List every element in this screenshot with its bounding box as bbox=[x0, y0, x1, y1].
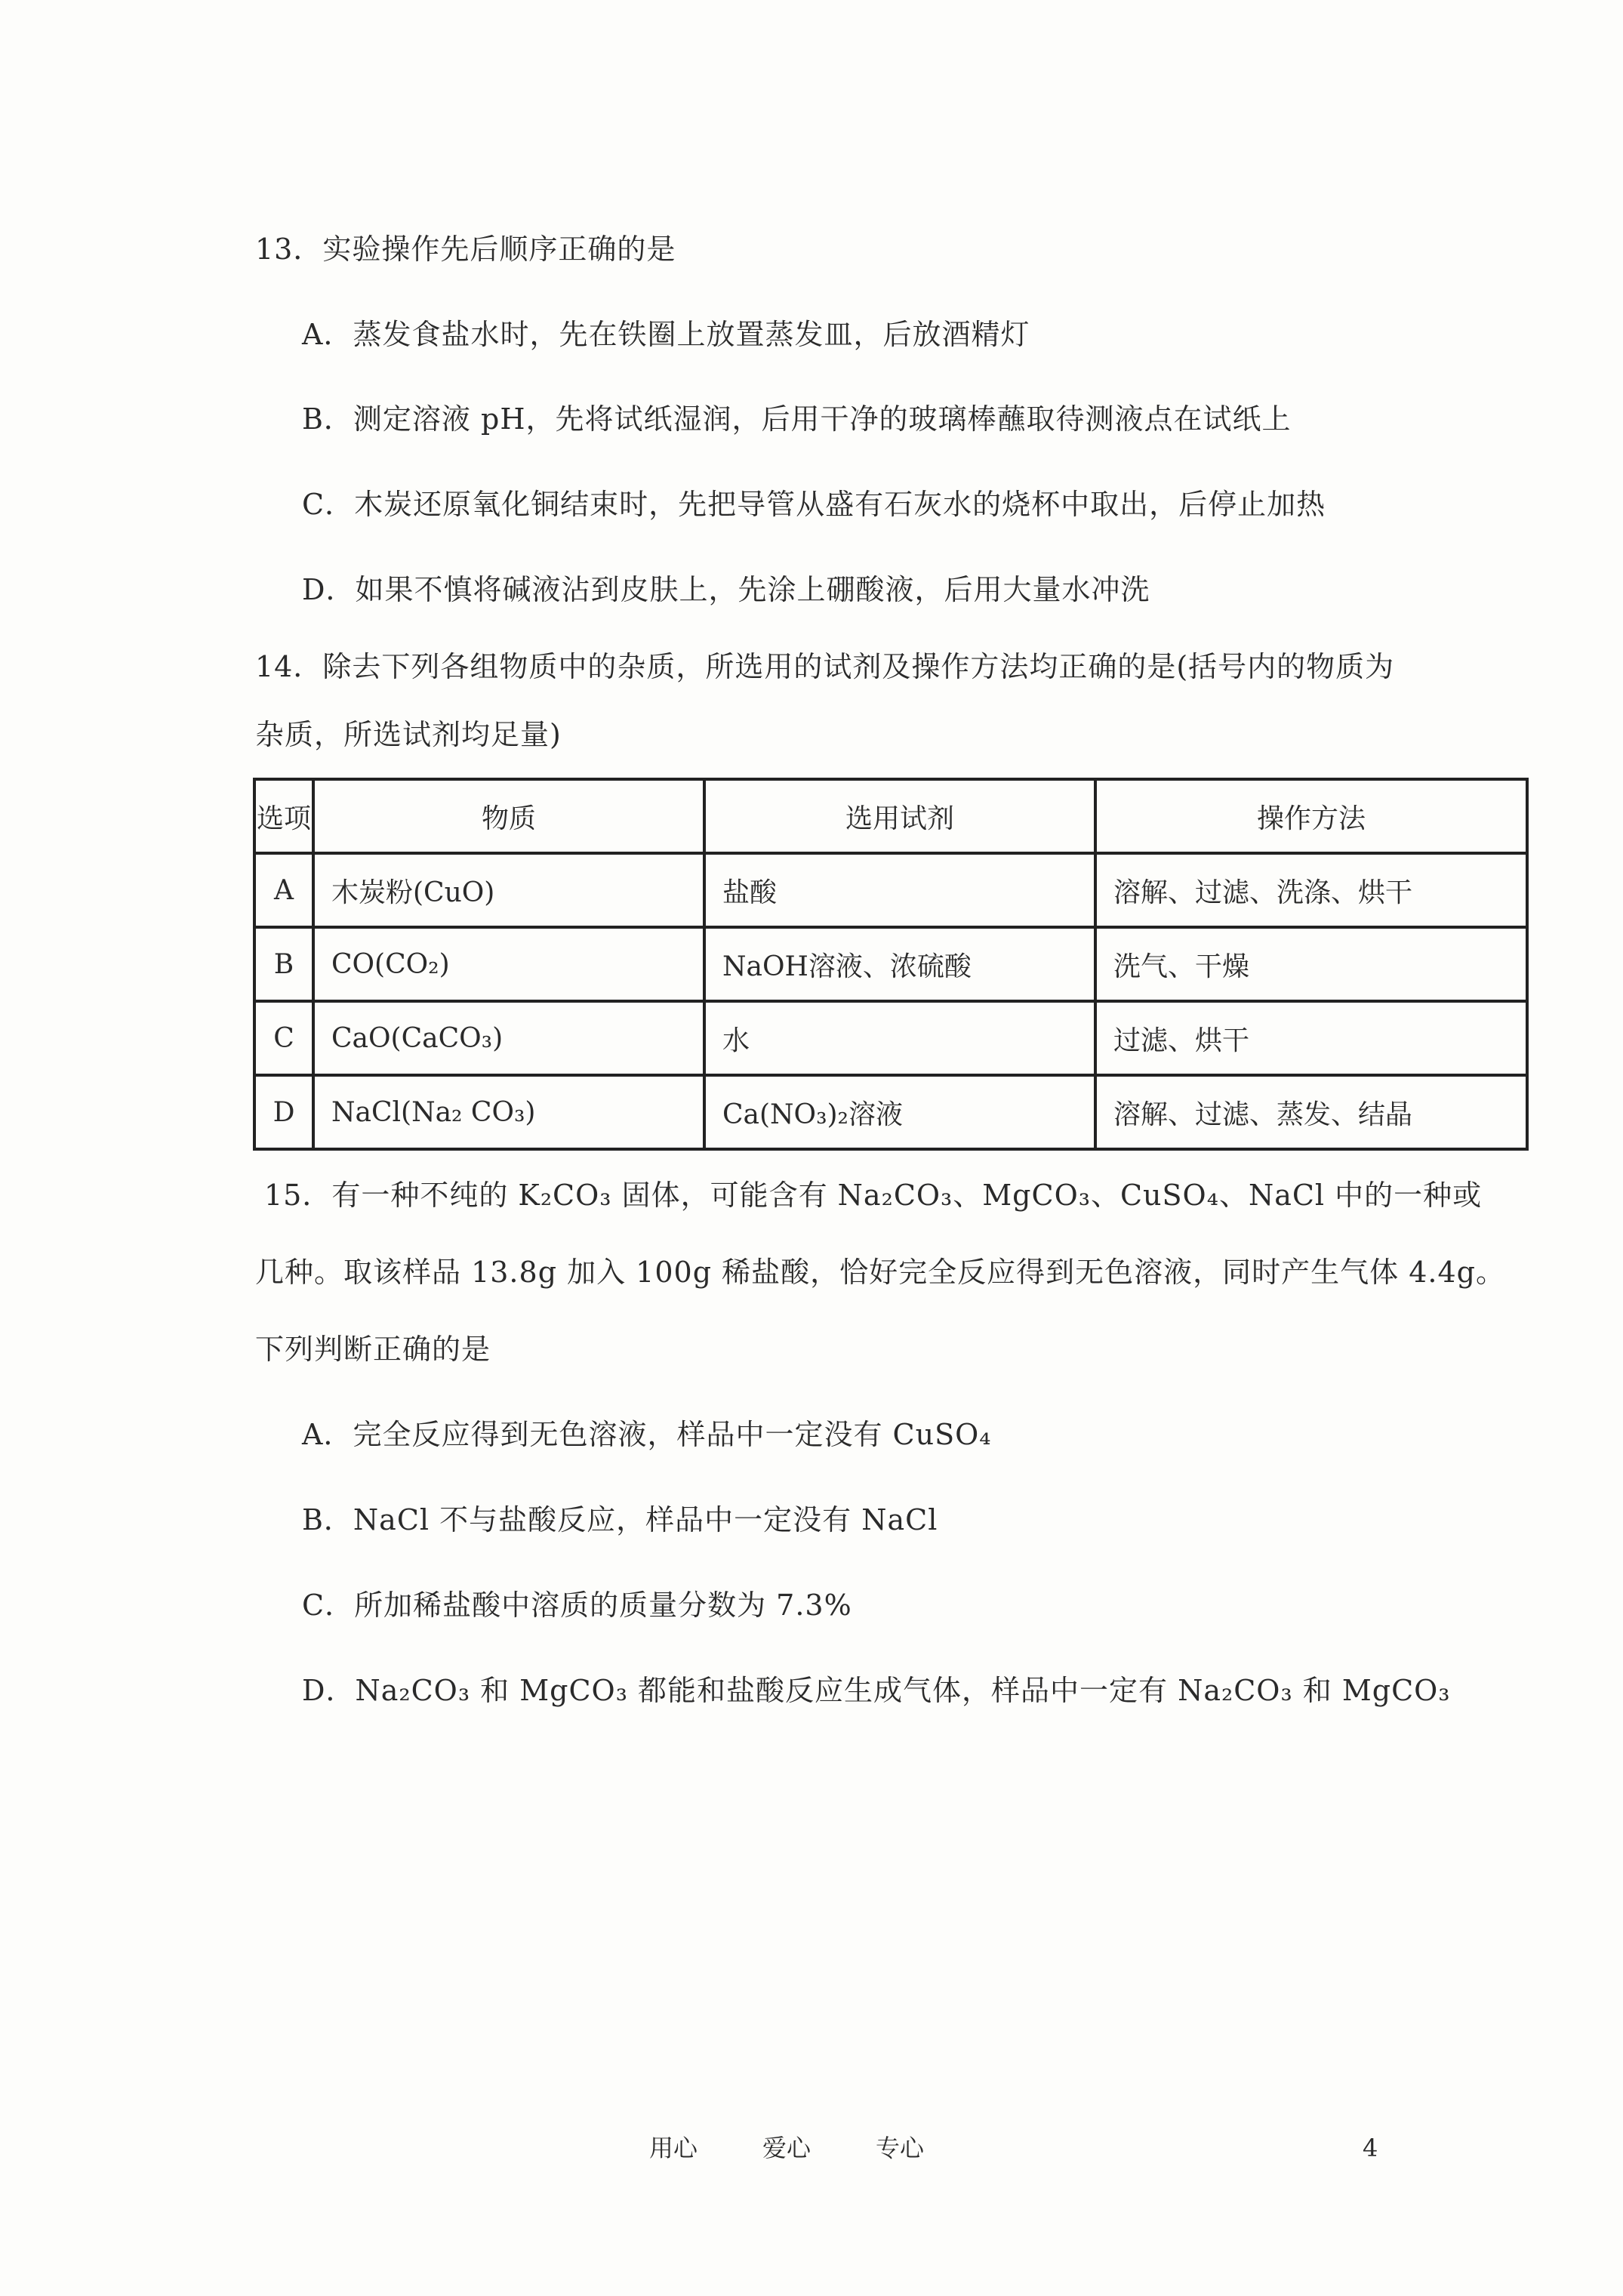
table-header-option: 选项 bbox=[254, 779, 313, 853]
q15-option-d: D．Na₂CO₃ 和 MgCO₃ 都能和盐酸反应生成气体，样品中一定有 Na₂CO₃ 和 MgCO₃ bbox=[302, 1674, 1451, 1707]
q15-option-a: A．完全反应得到无色溶液，样品中一定没有 CuSO₄ bbox=[302, 1418, 992, 1451]
table-header-substance: 物质 bbox=[313, 779, 704, 853]
table-cell-option: C bbox=[254, 1001, 313, 1075]
footer-motto-2: 爱心 bbox=[762, 2134, 812, 2162]
q13-option-b: B．测定溶液 pH，先将试纸湿润，后用干净的玻璃棒蘸取待测液点在试纸上 bbox=[302, 402, 1292, 436]
table-cell-reagent: NaOH溶液、浓硫酸 bbox=[704, 927, 1095, 1001]
table-cell-method: 过滤、烘干 bbox=[1095, 1001, 1527, 1075]
table-cell-substance: CaO(CaCO₃) bbox=[313, 1001, 704, 1075]
q15-option-b: B．NaCl 不与盐酸反应，样品中一定没有 NaCl bbox=[302, 1503, 938, 1536]
table-row bbox=[254, 1001, 1527, 1075]
table-row bbox=[254, 1075, 1527, 1149]
table-row bbox=[254, 927, 1527, 1001]
footer-motto-1: 用心 bbox=[649, 2134, 698, 2162]
footer-motto-3: 专心 bbox=[876, 2134, 925, 2162]
q15-stem-line1: 15．有一种不纯的 K₂CO₃ 固体，可能含有 Na₂CO₃、MgCO₃、CuSO₄、NaCl 中的一种或 bbox=[264, 1179, 1483, 1212]
table-header-method: 操作方法 bbox=[1095, 779, 1527, 853]
page-number: 4 bbox=[1363, 2134, 1378, 2162]
q15-stem-line3: 下列判断正确的是 bbox=[255, 1333, 491, 1366]
q15-stem-line2: 几种。取该样品 13.8g 加入 100g 稀盐酸，恰好完全反应得到无色溶液，同时产生气体 4.4g。 bbox=[255, 1256, 1505, 1289]
table-cell-option: A bbox=[254, 853, 313, 927]
q13-option-a: A．蒸发食盐水时，先在铁圈上放置蒸发皿，后放酒精灯 bbox=[302, 318, 1030, 351]
q13-option-d: D．如果不慎将碱液沾到皮肤上，先涂上硼酸液，后用大量水冲洗 bbox=[302, 573, 1150, 606]
table-cell-option: D bbox=[254, 1075, 313, 1149]
table-cell-substance: NaCl(Na₂ CO₃) bbox=[313, 1075, 704, 1149]
q14-stem-line1: 14．除去下列各组物质中的杂质，所选用的试剂及操作方法均正确的是(括号内的物质为 bbox=[255, 650, 1395, 683]
table-cell-substance: CO(CO₂) bbox=[313, 927, 704, 1001]
table-cell-option: B bbox=[254, 927, 313, 1001]
table-cell-method: 溶解、过滤、蒸发、结晶 bbox=[1095, 1075, 1527, 1149]
table-cell-reagent: 水 bbox=[704, 1001, 1095, 1075]
table-cell-method: 洗气、干燥 bbox=[1095, 927, 1527, 1001]
q14-table bbox=[253, 778, 1529, 1151]
q14-stem-line2: 杂质，所选试剂均足量) bbox=[255, 718, 562, 751]
table-cell-method: 溶解、过滤、洗涤、烘干 bbox=[1095, 853, 1527, 927]
table-cell-reagent: 盐酸 bbox=[704, 853, 1095, 927]
table-cell-substance: 木炭粉(CuO) bbox=[313, 853, 704, 927]
table-header-reagent: 选用试剂 bbox=[704, 779, 1095, 853]
q13-stem: 13．实验操作先后顺序正确的是 bbox=[255, 233, 676, 266]
table-header-row bbox=[254, 779, 1527, 853]
q15-option-c: C．所加稀盐酸中溶质的质量分数为 7.3% bbox=[302, 1589, 852, 1622]
table-row bbox=[254, 853, 1527, 927]
q13-option-c: C．木炭还原氧化铜结束时，先把导管从盛有石灰水的烧杯中取出，后停止加热 bbox=[302, 488, 1326, 521]
table-cell-reagent: Ca(NO₃)₂溶液 bbox=[704, 1075, 1095, 1149]
